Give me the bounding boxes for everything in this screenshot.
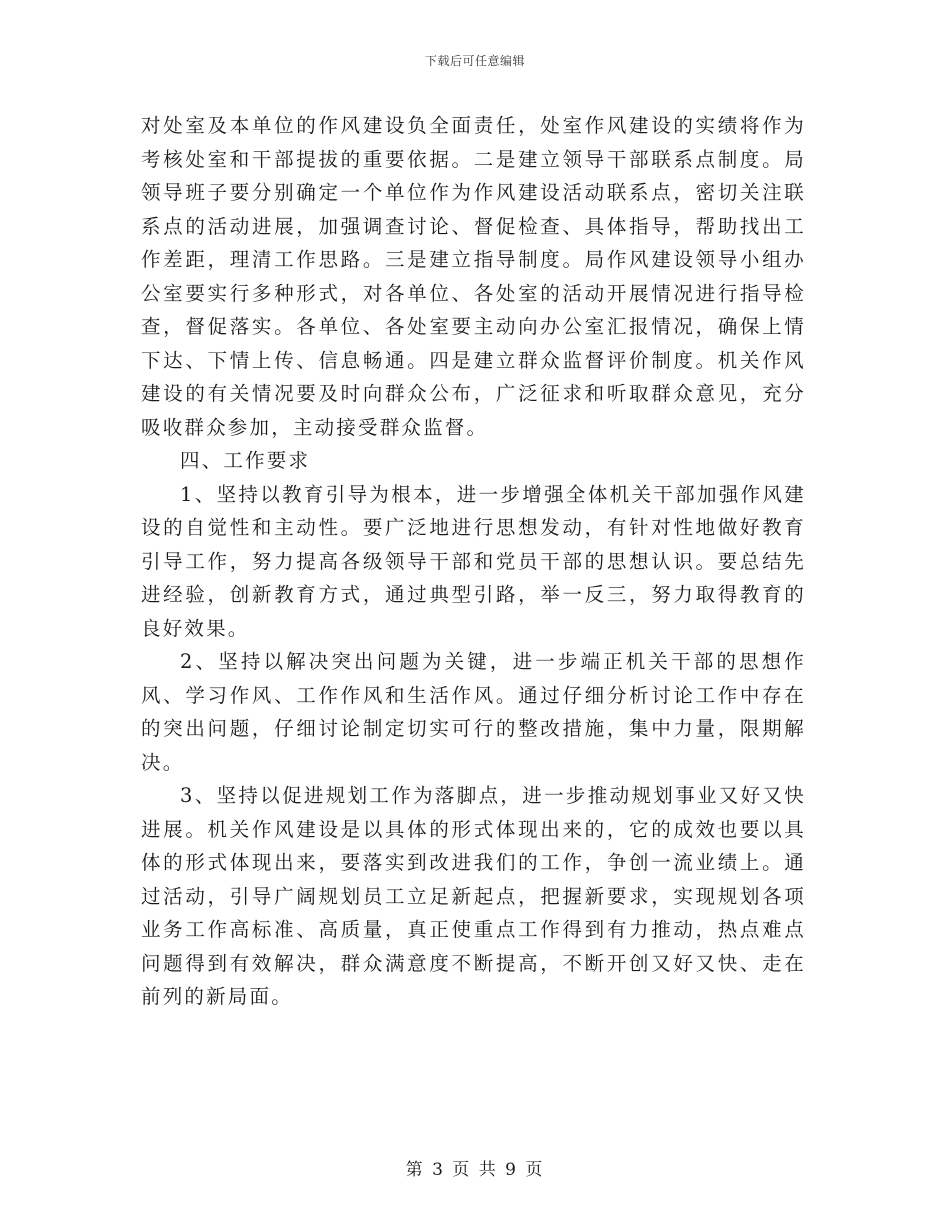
document-body xyxy=(141,109,806,1014)
paragraph-requirement-2: 2、坚持以解决突出问题为关键，进一步端正机关干部的思想作风、学习作风、工作作风和生活作风。通过仔细分析讨论工作中存在的突出问题，仔细讨论制定切实可行的整改措施，集中力量，限期解决。 xyxy=(141,650,806,774)
paragraph-requirement-3: 3、坚持以促进规划工作为落脚点，进一步推动规划事业又好又快进展。机关作风建设是以具体的形式体现出来的，它的成效也要以具体的形式体现出来，要落实到改进我们的工作，争创一流业绩上。通过活动，引导广阔规划员工立足新起点，把握新要求，实现规划各项业务工作高标准、高质量，真正使重点工作得到有力推动，热点难点问题得到有效解决，群众满意度不断提高，不断开创又好又快、走在前列的新局面。 xyxy=(141,784,806,1008)
section-heading-work-requirements: 四、工作要求 xyxy=(180,449,311,472)
paragraph-responsibility-system: 对处室及本单位的作风建设负全面责任，处室作风建设的实绩将作为考核处室和干部提拔的重要依据。二是建立领导干部联系点制度。局领导班子要分别确定一个单位作为作风建设活动联系点，密切关注联系点的活动进展，加强调查讨论、督促检查、具体指导，帮助找出工作差距，理清工作思路。三是建立指导制度。局作风建设领导小组办公室要实行多种形式，对各单位、各处室的活动开展情况进行指导检查，督促落实。各单位、各处室要主动向办公室汇报情况，确保上情下达、下情上传、信息畅通。四是建立群众监督评价制度。机关作风建设的有关情况要及时向群众公布，广泛征求和听取群众意见，充分吸收群众参加，主动接受群众监督。 xyxy=(141,114,806,439)
page-number-footer: 第 3 页 共 9 页 xyxy=(405,1160,545,1180)
page-header: 下载后可任意编辑 xyxy=(424,54,525,68)
paragraph-requirement-1: 1、坚持以教育引导为根本，进一步增强全体机关干部加强作风建设的自觉性和主动性。要广泛地进行思想发动，有针对性地做好教育引导工作，努力提高各级领导干部和党员干部的思想认识。要总结先进经验，创新教育方式，通过典型引路，举一反三，努力取得教育的良好效果。 xyxy=(141,482,806,640)
